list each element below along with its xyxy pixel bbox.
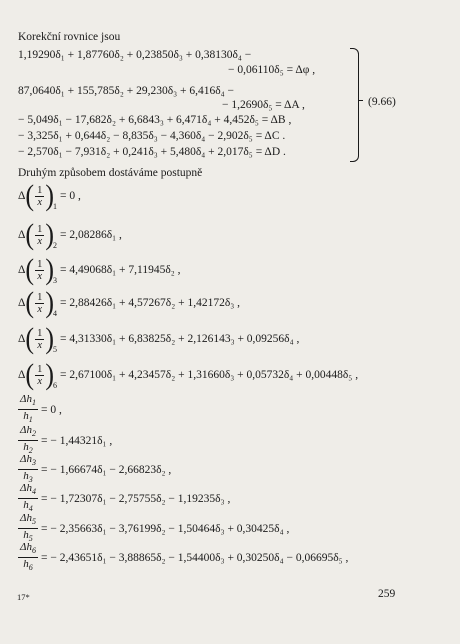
equation-line: − 2,570δ₁ − 7,931δ₂ + 0,241δ₃ + 5,480δ₄ + 2,017δ₅ = ΔD . <box>18 146 286 158</box>
dh-numerator <box>18 541 38 558</box>
delta-symbol: Δ <box>18 229 26 241</box>
h-subscript: 4 <box>31 487 36 496</box>
delta-symbol: Δ <box>20 541 27 553</box>
paren-left: ( <box>25 217 35 252</box>
dh-numerator <box>18 424 38 441</box>
paren-right: ) <box>45 252 54 287</box>
equation-line: 87,0640δ₁ + 155,785δ₂ + 29,230δ₃ + 6,416δ₄ − <box>18 85 235 97</box>
h-symbol: h <box>26 424 32 436</box>
h-subscript: 6 <box>31 546 36 555</box>
h-subscript: 3 <box>28 475 33 484</box>
row-expression: = − 1,44321δ₁ , <box>40 434 113 447</box>
page-number: 259 <box>378 588 396 600</box>
row-expression: = 0 , <box>40 403 62 416</box>
fraction <box>35 328 44 351</box>
inverse-x-increment-row <box>18 357 359 392</box>
fraction-numerator: 1 <box>37 363 43 375</box>
paren-left: ( <box>25 321 35 356</box>
h-symbol: h <box>26 482 32 494</box>
delta-symbol: Δ <box>18 333 26 345</box>
h-subscript: 2 <box>31 429 36 438</box>
row-subscript: 3 <box>53 276 57 285</box>
system-brace <box>350 48 359 162</box>
dh-ratio-row <box>18 541 348 574</box>
h-symbol: h <box>26 512 32 524</box>
h-subscript: 1 <box>28 415 33 424</box>
fraction-denominator: x <box>37 196 43 208</box>
equation-line: − 0,06110δ₅ = Δφ , <box>228 64 316 76</box>
fraction-numerator: 1 <box>37 184 43 196</box>
inverse-x-lhs <box>18 357 57 392</box>
delta-symbol: Δ <box>18 369 26 381</box>
h-subscript: 2 <box>28 446 33 455</box>
fraction-numerator: 1 <box>37 258 43 270</box>
fraction <box>35 292 44 315</box>
row-expression: = 4,49068δ₁ + 7,11945δ₂ , <box>60 264 181 276</box>
fraction-denominator: x <box>37 339 43 351</box>
paren-right: ) <box>45 178 54 213</box>
equation-line: − 5,049δ₁ − 17,682δ₂ + 6,6843₃ + 6,471δ₄ + 4,452δ₅ = ΔB , <box>18 114 292 126</box>
delta-symbol: Δ <box>18 297 26 309</box>
row-expression: = − 1,66674δ₁ − 2,66823δ₂ , <box>40 463 172 476</box>
paren-left: ( <box>25 252 35 287</box>
row-expression: = − 2,43651δ₁ − 3,88865δ₂ − 1,54400δ₃ + 0,30250δ₄ − 0,06695δ₅ , <box>40 551 349 564</box>
equation-line: 1,19290δ₁ + 1,87760δ₂ + 0,23850δ₃ + 0,38130δ₄ − <box>18 49 252 61</box>
h-symbol: h <box>23 558 29 570</box>
dh-fraction <box>18 482 38 515</box>
dh-ratio-row <box>18 482 230 515</box>
inverse-x-increment-row <box>18 252 181 287</box>
inverse-x-increment-row <box>18 178 81 213</box>
equation-line: − 1,2690δ₅ = ΔA , <box>222 99 305 111</box>
inverse-x-lhs <box>18 217 57 252</box>
h-symbol: h <box>26 453 32 465</box>
paren-right: ) <box>45 357 54 392</box>
row-expression: = 4,31330δ₁ + 6,83825δ₂ + 2,126143₃ + 0,09256δ₄ , <box>60 333 300 345</box>
fraction-denominator: x <box>37 235 43 247</box>
dh-fraction <box>18 393 38 426</box>
fraction-numerator: 1 <box>37 291 43 303</box>
fraction <box>35 185 44 208</box>
delta-symbol: Δ <box>18 190 26 202</box>
row-subscript: 2 <box>53 241 57 250</box>
h-symbol: h <box>26 393 32 405</box>
dh-numerator <box>18 482 38 499</box>
dh-numerator <box>18 512 38 529</box>
fraction <box>35 259 44 282</box>
delta-symbol: Δ <box>20 424 27 436</box>
paren-right: ) <box>45 285 54 320</box>
row-subscript: 4 <box>53 309 57 318</box>
paren-left: ( <box>25 357 35 392</box>
h-subscript: 5 <box>31 517 36 526</box>
row-subscript: 1 <box>53 202 57 211</box>
h-subscript: 1 <box>31 398 36 407</box>
delta-symbol: Δ <box>20 512 27 524</box>
heading-second-method: Druhým způsobem dostáváme postupně <box>18 167 203 179</box>
fraction-numerator: 1 <box>37 223 43 235</box>
row-expression: = 2,67100δ₁ + 4,23457δ₂ + 1,31660δ₃ + 0,05732δ₄ + 0,00448δ₅ , <box>60 369 359 381</box>
fraction-denominator: x <box>37 270 43 282</box>
inverse-x-lhs <box>18 321 57 356</box>
fraction-numerator: 1 <box>37 327 43 339</box>
row-subscript: 5 <box>53 345 57 354</box>
inverse-x-increment-row <box>18 321 300 356</box>
dh-denominator <box>21 558 35 574</box>
h-symbol: h <box>23 499 29 511</box>
h-symbol: h <box>26 541 32 553</box>
inverse-x-lhs <box>18 178 57 213</box>
h-symbol: h <box>23 470 29 482</box>
inverse-x-increment-row <box>18 285 240 320</box>
paren-right: ) <box>45 321 54 356</box>
h-subscript: 3 <box>31 458 36 467</box>
fraction-denominator: x <box>37 303 43 315</box>
paren-left: ( <box>25 285 35 320</box>
inverse-x-lhs <box>18 252 57 287</box>
h-symbol: h <box>23 529 29 541</box>
row-expression: = 2,88426δ₁ + 4,57267δ₂ + 1,42172δ₃ , <box>60 297 240 309</box>
h-symbol: h <box>23 410 29 422</box>
h-symbol: h <box>23 441 29 453</box>
delta-symbol: Δ <box>20 393 27 405</box>
row-subscript: 6 <box>53 381 57 390</box>
dh-numerator <box>18 453 38 470</box>
row-expression: = 2,08286δ₁ , <box>60 229 122 241</box>
dh-numerator <box>18 393 38 410</box>
delta-symbol: Δ <box>20 453 27 465</box>
signature-mark: 17* <box>17 592 30 602</box>
h-subscript: 4 <box>28 504 33 513</box>
heading-corrections: Korekční rovnice jsou <box>18 31 121 43</box>
inverse-x-increment-row <box>18 217 122 252</box>
h-subscript: 5 <box>28 534 33 543</box>
paren-left: ( <box>25 178 35 213</box>
equation-line: − 3,325δ₁ + 0,644δ₂ − 8,835δ₃ − 4,360δ₄ − 2,902δ₅ = ΔC . <box>18 130 286 142</box>
delta-symbol: Δ <box>20 482 27 494</box>
equation-number: (9.66) <box>368 96 396 108</box>
fraction <box>35 224 44 247</box>
row-expression: = 0 , <box>60 190 81 202</box>
delta-symbol: Δ <box>18 264 26 276</box>
paren-right: ) <box>45 217 54 252</box>
row-expression: = − 2,35663δ₁ − 3,76199δ₂ − 1,50464δ₃ + 0,30425δ₄ , <box>40 522 290 535</box>
dh-ratio-row <box>18 393 62 426</box>
h-subscript: 6 <box>28 563 33 572</box>
dh-fraction <box>18 541 38 574</box>
inverse-x-lhs <box>18 285 57 320</box>
system-brace-tip <box>358 100 363 101</box>
row-expression: = − 1,72307δ₁ − 2,75755δ₂ − 1,19235δ₃ , <box>40 492 231 505</box>
fraction-denominator: x <box>37 375 43 387</box>
fraction <box>35 364 44 387</box>
